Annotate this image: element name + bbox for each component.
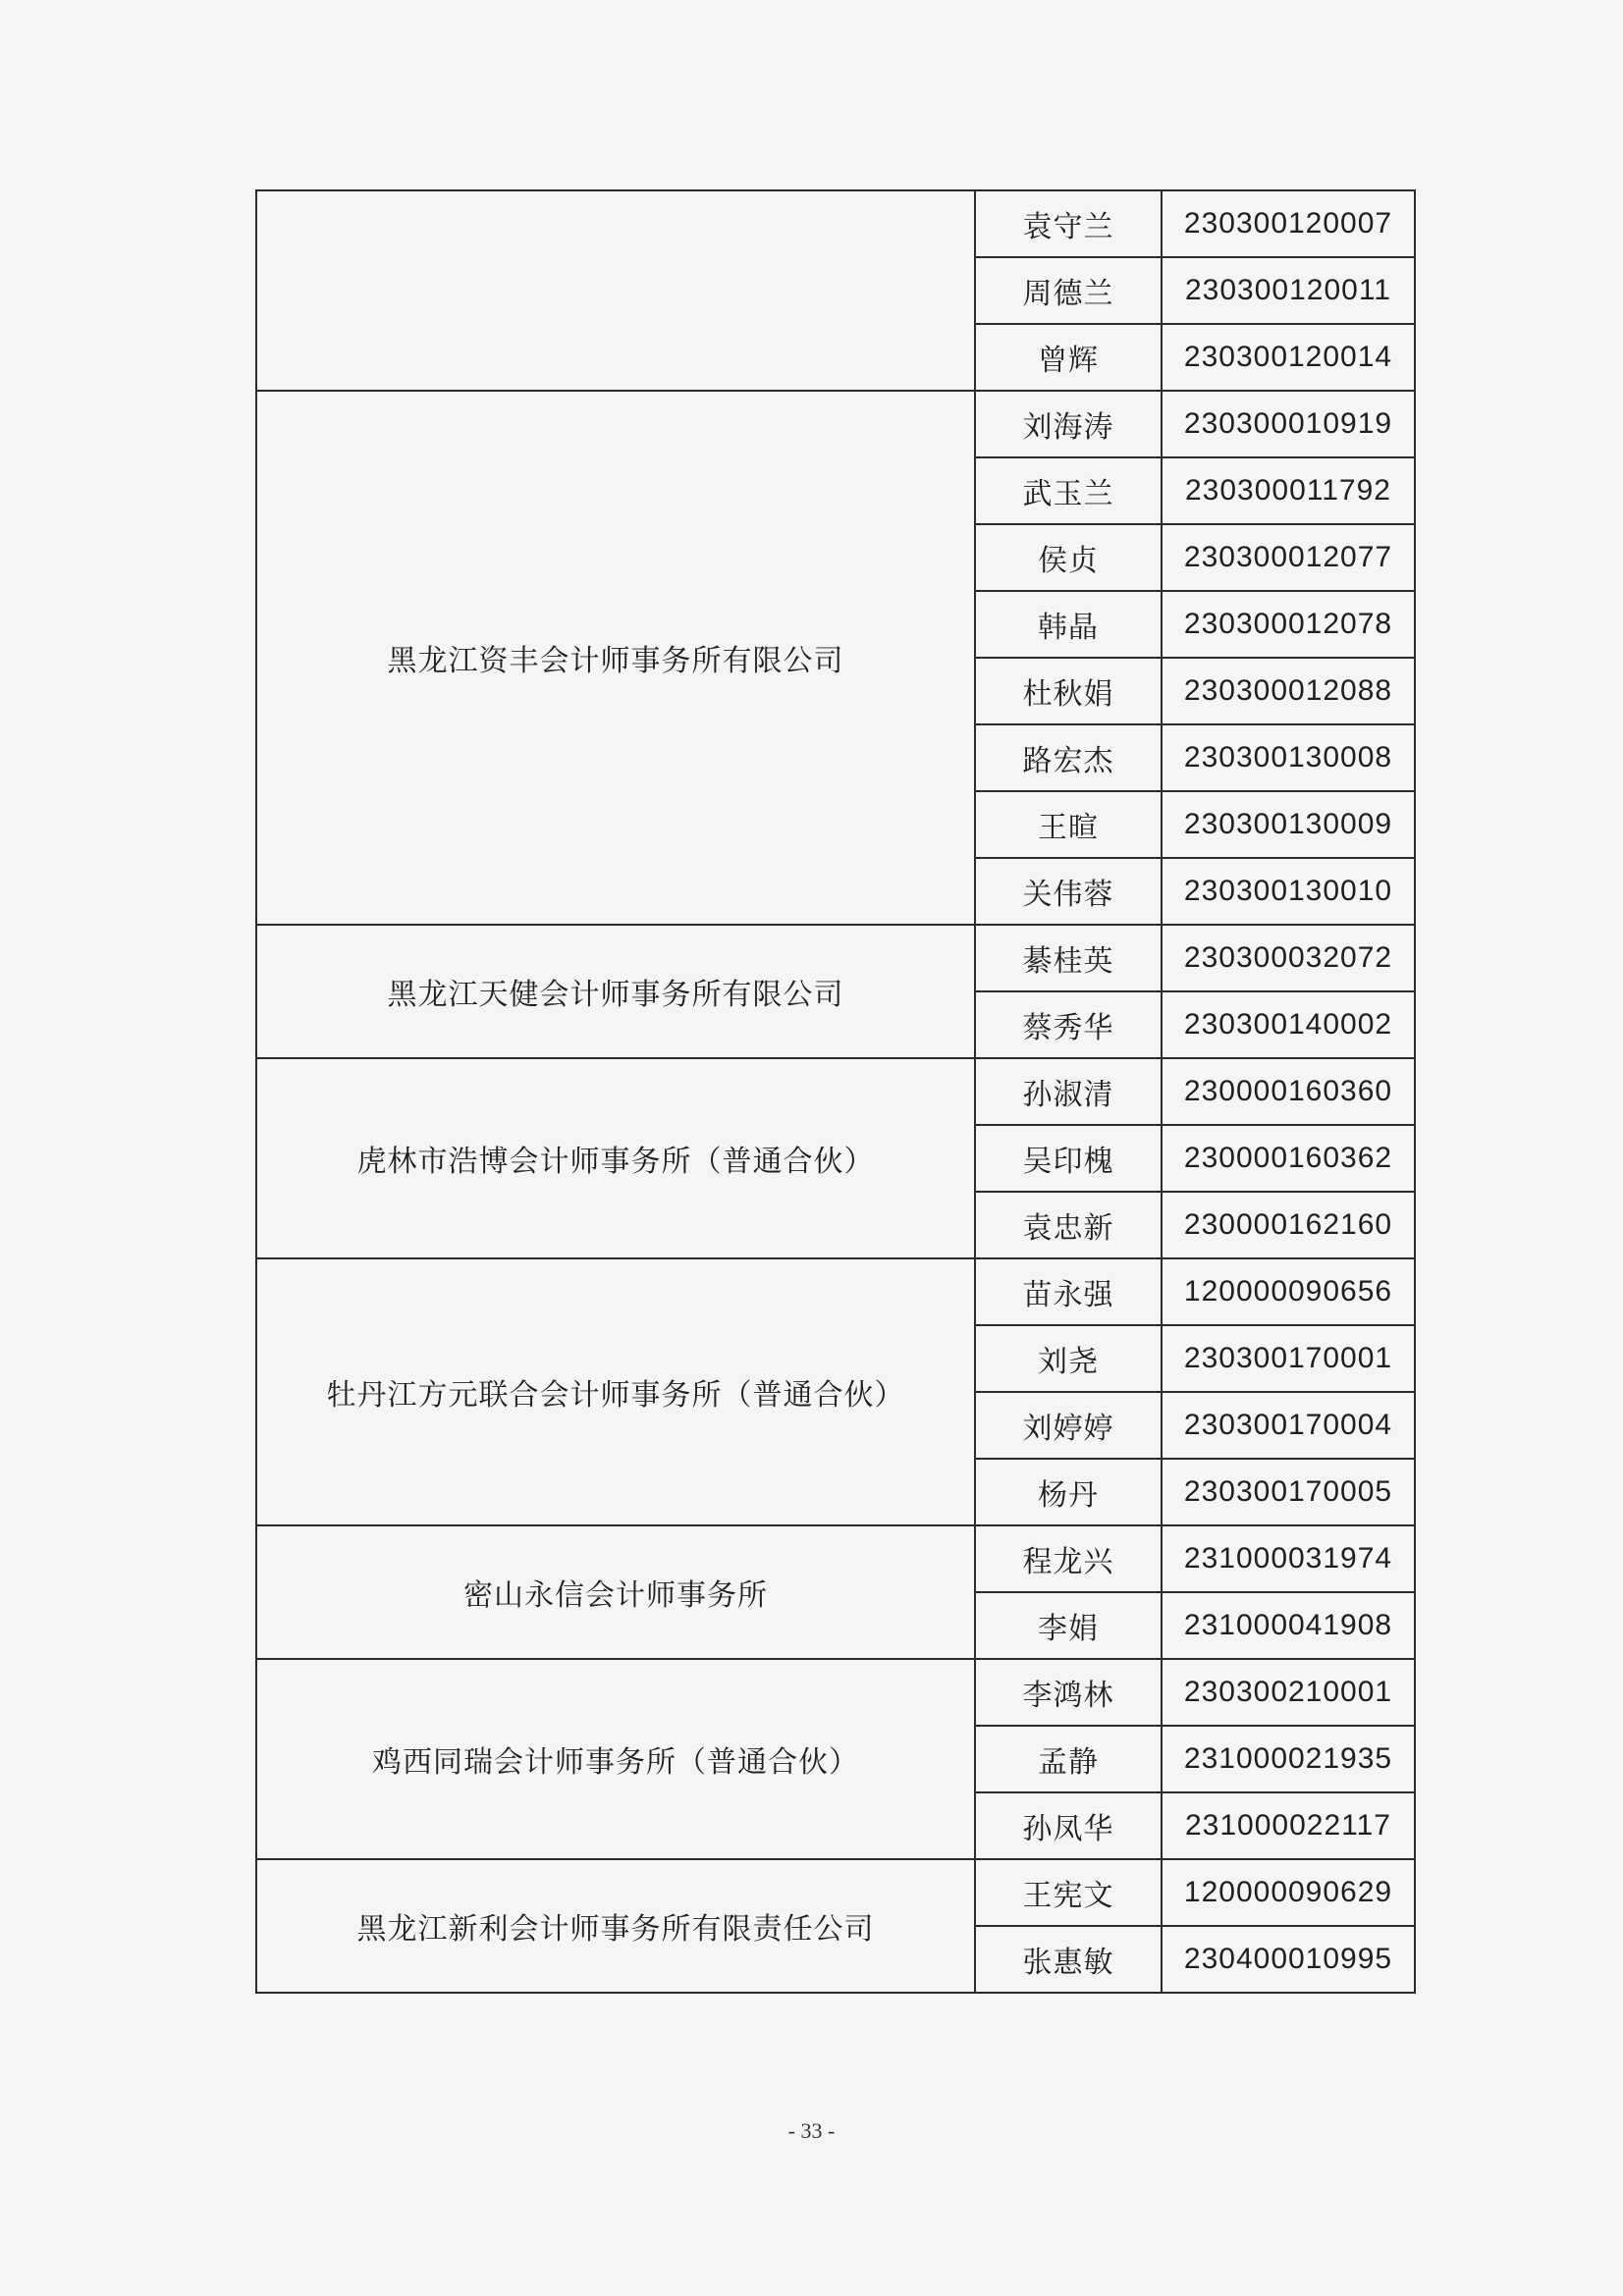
cpa-name-cell: 王宪文 xyxy=(975,1859,1162,1926)
table-row xyxy=(256,1659,1415,1726)
page-number: - 33 - xyxy=(787,2118,836,2143)
cpa-name-cell: 杜秋娟 xyxy=(975,658,1162,724)
cpa-name-cell: 武玉兰 xyxy=(975,457,1162,524)
cpa-id-cell: 120000090656 xyxy=(1162,1258,1415,1325)
cpa-id-cell: 230300032072 xyxy=(1162,925,1415,991)
table-row xyxy=(256,391,1415,457)
cpa-name-cell: 孙凤华 xyxy=(975,1792,1162,1859)
cpa-id-cell: 230300130010 xyxy=(1162,858,1415,925)
cpa-id-cell: 230300120011 xyxy=(1162,257,1415,324)
cpa-name-cell: 袁忠新 xyxy=(975,1192,1162,1258)
cpa-id-cell: 230300012088 xyxy=(1162,658,1415,724)
cpa-id-cell: 230300130009 xyxy=(1162,791,1415,858)
cpa-id-cell: 231000021935 xyxy=(1162,1726,1415,1792)
registry-body xyxy=(256,190,1415,1993)
cpa-name-cell: 袁守兰 xyxy=(975,190,1162,257)
firm-name-cell xyxy=(256,190,975,391)
cpa-name-cell: 侯贞 xyxy=(975,524,1162,591)
cpa-id-cell: 230300120007 xyxy=(1162,190,1415,257)
cpa-id-cell: 230000160362 xyxy=(1162,1125,1415,1192)
cpa-id-cell: 230000162160 xyxy=(1162,1192,1415,1258)
cpa-name-cell: 苗永强 xyxy=(975,1258,1162,1325)
table-row xyxy=(256,1525,1415,1592)
cpa-id-cell: 230000160360 xyxy=(1162,1058,1415,1125)
cpa-name-cell: 刘尧 xyxy=(975,1325,1162,1392)
firm-name-cell: 黑龙江资丰会计师事务所有限公司 xyxy=(256,391,975,925)
cpa-name-cell: 杨丹 xyxy=(975,1459,1162,1525)
cpa-id-cell: 120000090629 xyxy=(1162,1859,1415,1926)
cpa-name-cell: 程龙兴 xyxy=(975,1525,1162,1592)
cpa-id-cell: 230300170005 xyxy=(1162,1459,1415,1525)
cpa-id-cell: 231000041908 xyxy=(1162,1592,1415,1659)
cpa-name-cell: 李娟 xyxy=(975,1592,1162,1659)
cpa-name-cell: 綦桂英 xyxy=(975,925,1162,991)
cpa-name-cell: 曾辉 xyxy=(975,324,1162,391)
cpa-name-cell: 吴印槐 xyxy=(975,1125,1162,1192)
cpa-name-cell: 张惠敏 xyxy=(975,1926,1162,1993)
cpa-name-cell: 孙淑清 xyxy=(975,1058,1162,1125)
cpa-id-cell: 230300011792 xyxy=(1162,457,1415,524)
cpa-id-cell: 230300170004 xyxy=(1162,1392,1415,1459)
cpa-id-cell: 230400010995 xyxy=(1162,1926,1415,1993)
table-row xyxy=(256,190,1415,257)
cpa-id-cell: 230300010919 xyxy=(1162,391,1415,457)
cpa-name-cell: 王暄 xyxy=(975,791,1162,858)
cpa-id-cell: 230300170001 xyxy=(1162,1325,1415,1392)
firm-name-cell: 黑龙江天健会计师事务所有限公司 xyxy=(256,925,975,1058)
cpa-name-cell: 路宏杰 xyxy=(975,724,1162,791)
cpa-name-cell: 李鸿林 xyxy=(975,1659,1162,1726)
firm-name-cell: 牡丹江方元联合会计师事务所（普通合伙） xyxy=(256,1258,975,1525)
cpa-id-cell: 231000022117 xyxy=(1162,1792,1415,1859)
cpa-id-cell: 230300140002 xyxy=(1162,991,1415,1058)
cpa-name-cell: 关伟蓉 xyxy=(975,858,1162,925)
cpa-id-cell: 230300130008 xyxy=(1162,724,1415,791)
table-row xyxy=(256,1258,1415,1325)
cpa-name-cell: 刘海涛 xyxy=(975,391,1162,457)
table-row xyxy=(256,1859,1415,1926)
cpa-id-cell: 230300012077 xyxy=(1162,524,1415,591)
table-row xyxy=(256,1058,1415,1125)
cpa-id-cell: 230300210001 xyxy=(1162,1659,1415,1726)
cpa-id-cell: 230300012078 xyxy=(1162,591,1415,658)
cpa-name-cell: 周德兰 xyxy=(975,257,1162,324)
firm-name-cell: 虎林市浩博会计师事务所（普通合伙） xyxy=(256,1058,975,1258)
cpa-name-cell: 韩晶 xyxy=(975,591,1162,658)
firm-name-cell: 鸡西同瑞会计师事务所（普通合伙） xyxy=(256,1659,975,1859)
cpa-id-cell: 231000031974 xyxy=(1162,1525,1415,1592)
cpa-id-cell: 230300120014 xyxy=(1162,324,1415,391)
table-row xyxy=(256,925,1415,991)
cpa-name-cell: 刘婷婷 xyxy=(975,1392,1162,1459)
firm-name-cell: 黑龙江新利会计师事务所有限责任公司 xyxy=(256,1859,975,1993)
cpa-registry-table xyxy=(255,189,1416,1994)
cpa-name-cell: 孟静 xyxy=(975,1726,1162,1792)
firm-name-cell: 密山永信会计师事务所 xyxy=(256,1525,975,1659)
cpa-name-cell: 蔡秀华 xyxy=(975,991,1162,1058)
